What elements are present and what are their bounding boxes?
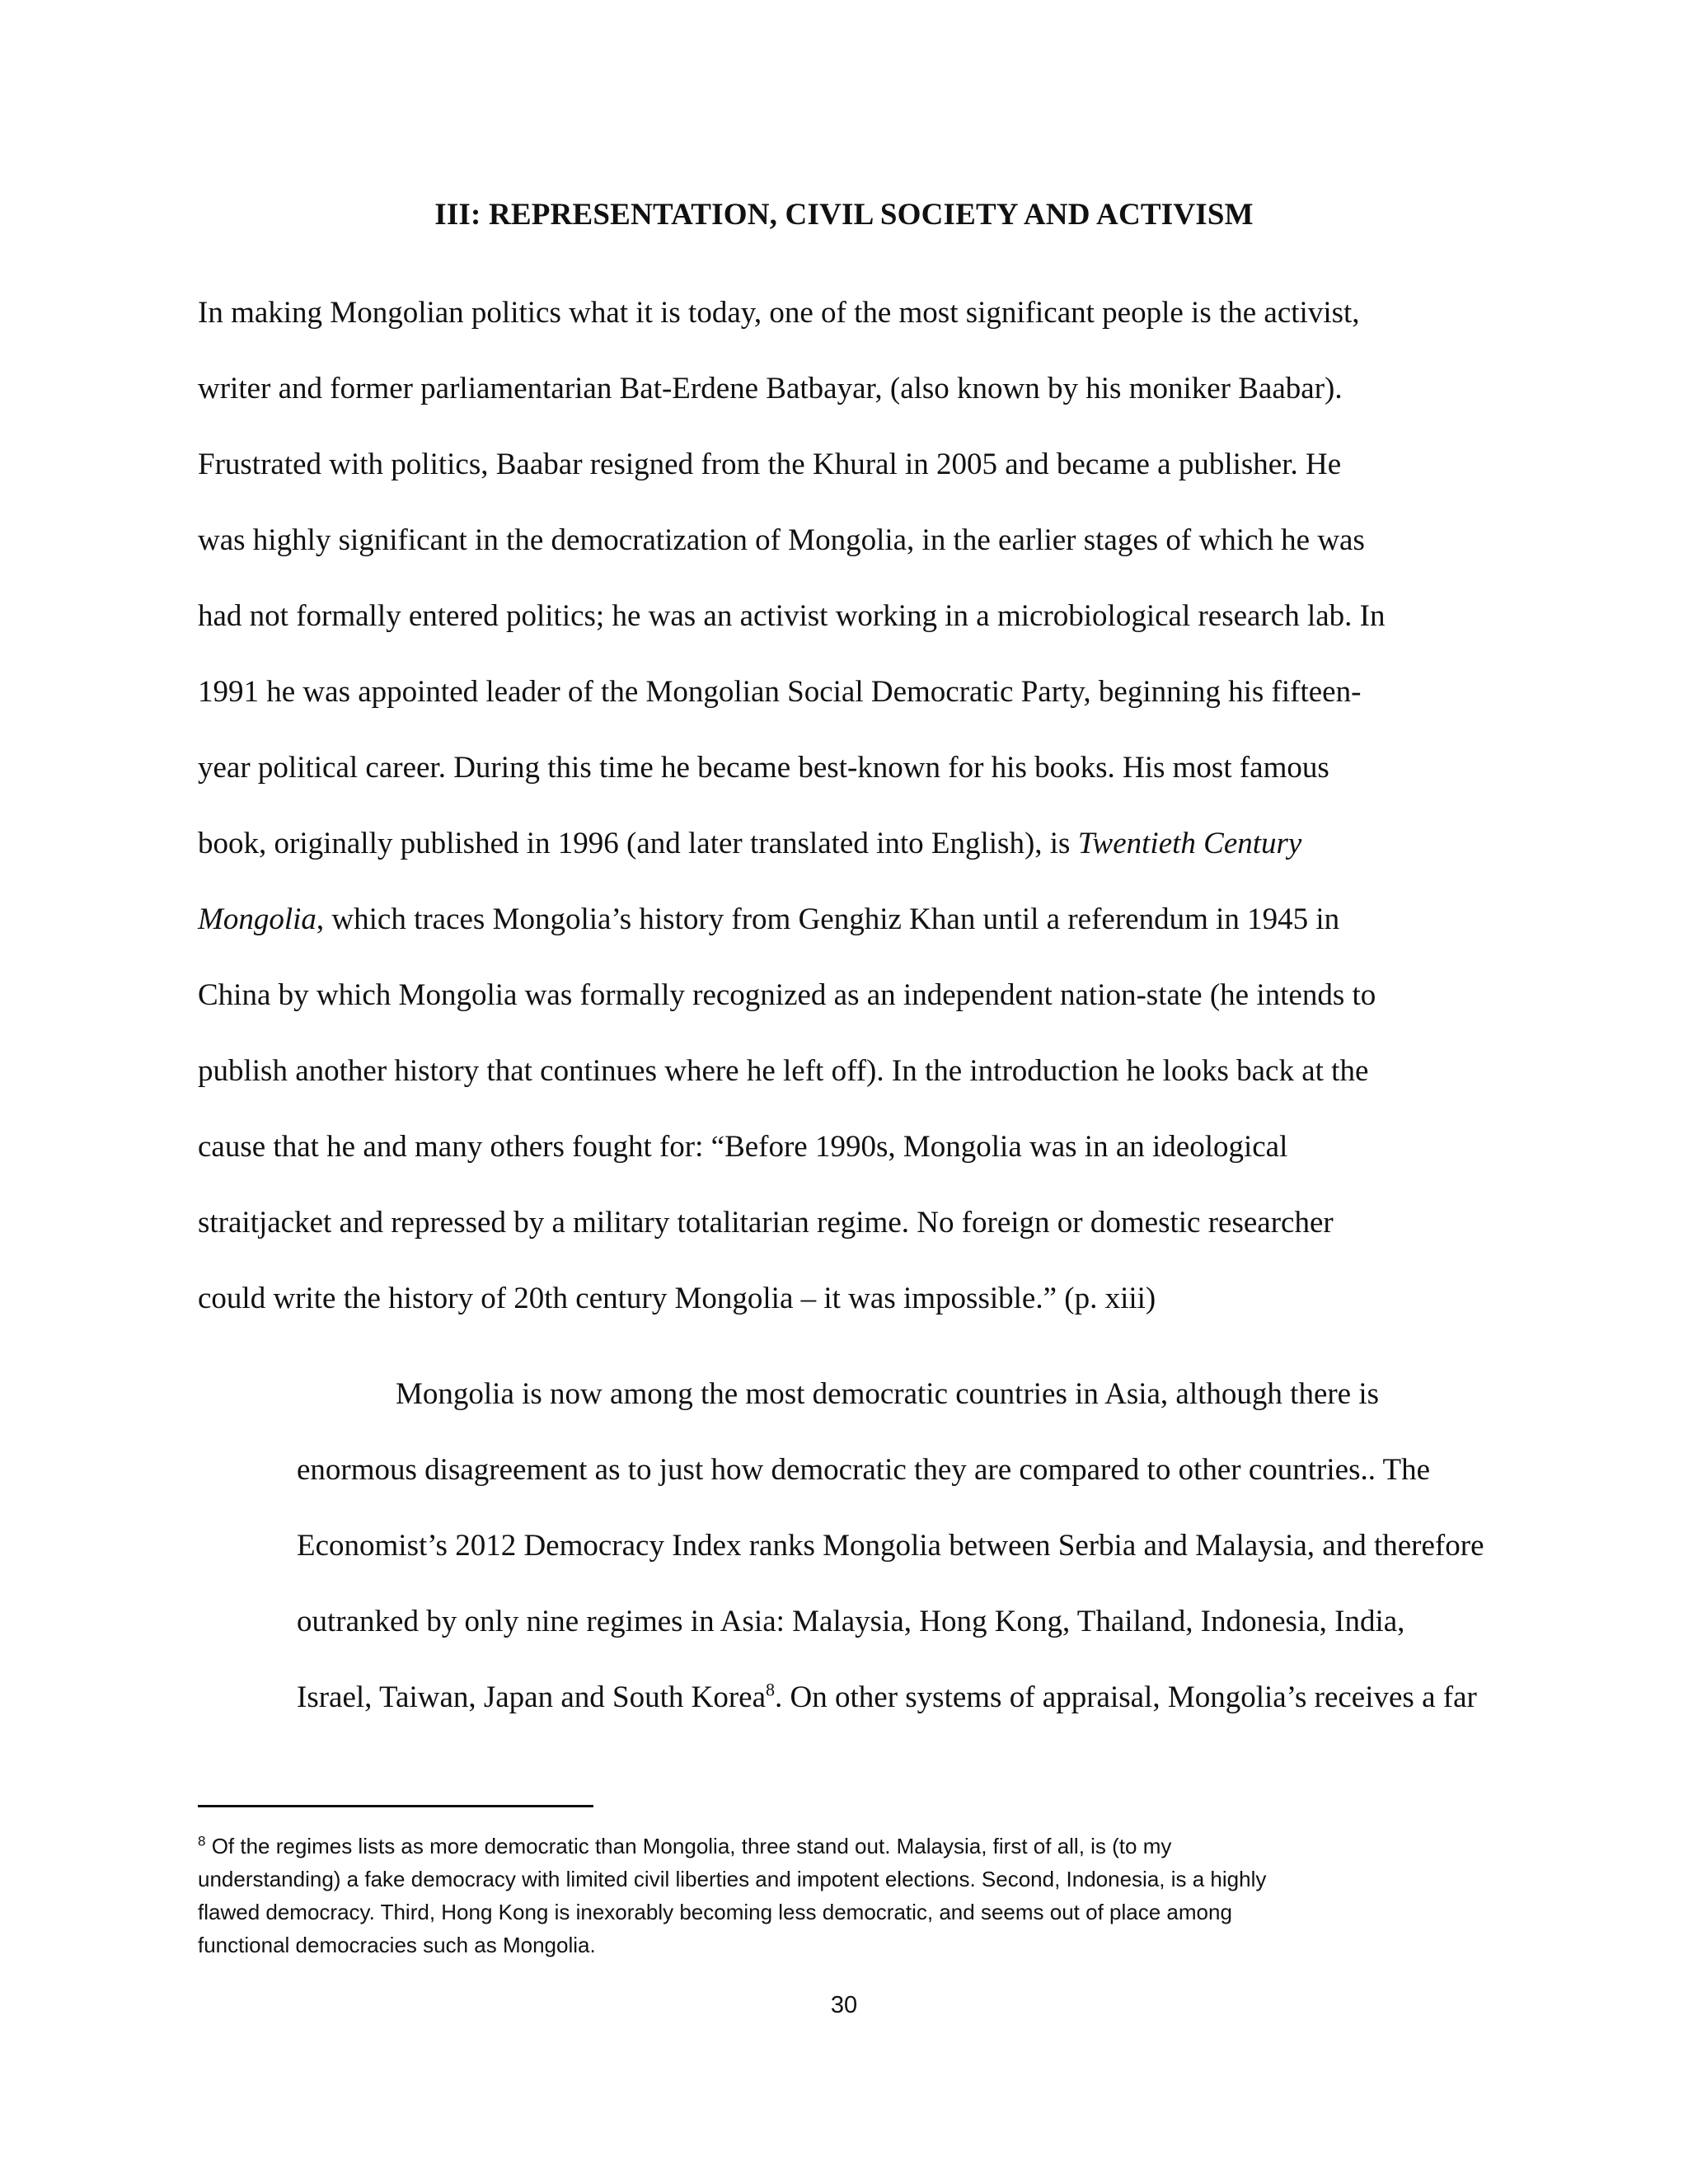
paragraph-line: cause that he and many others fought for: “Before 1990s, Mongolia was in an ideological [198,1130,1288,1164]
line-text: Israel, Taiwan, Japan and South Korea [297,1680,767,1714]
footnote-reference[interactable]: 8 [766,1679,776,1700]
paragraph-2 [198,1357,1500,1736]
paragraph-line: China by which Mongolia was formally recognized as an independent nation-state (he intends to [198,978,1376,1012]
paragraph-line: Mongolia is now among the most democratic countries in Asia, although there is [396,1377,1380,1411]
paragraph-line: had not formally entered politics; he was an activist working in a microbiological research lab. In [198,599,1386,633]
paragraph-line: enormous disagreement as to just how democratic they are compared to other countries.. The [297,1453,1431,1487]
footnote-separator [198,1805,593,1807]
line-text: book, originally published in 1996 (and later translated into English), is [198,827,1078,860]
paragraph-line: In making Mongolian politics what it is today, one of the most significant people is the activist, [198,296,1360,330]
footnote-line [198,1830,1500,1863]
paragraph-line [198,882,1500,958]
paragraph-line: writer and former parliamentarian Bat-Erdene Batbayar, (also known by his moniker Baabar). [198,372,1343,405]
footnote-line: understanding) a fake democracy with limited civil liberties and impotent elections. Second, Indonesia, is a highly [198,1867,1267,1891]
footnote-line: flawed democracy. Third, Hong Kong is inexorably becoming less democratic, and seems out of place among [198,1900,1232,1924]
paragraph-line: publish another history that continues where he left off). In the introduction he looks back at the [198,1054,1369,1088]
paragraph-line: was highly significant in the democratization of Mongolia, in the earlier stages of which he was [198,523,1365,557]
paragraph-line: straitjacket and repressed by a military totalitarian regime. No foreign or domestic researcher [198,1206,1334,1240]
paragraph-line: could write the history of 20th century Mongolia – it was impossible.” (p. xiii) [198,1282,1156,1315]
book-title: Mongolia [198,902,316,936]
section-heading: III: REPRESENTATION, CIVIL SOCIETY AND ACTIVISM [434,198,1254,232]
paragraph-line [198,1660,1500,1736]
footnote-text: Of the regimes lists as more democratic than Mongolia, three stand out. Malaysia, first of all, is (to my [205,1834,1172,1858]
paragraph-1 [198,275,1500,1337]
book-title: Twentieth Century [1077,827,1302,860]
footnote-line: functional democracies such as Mongolia. [198,1933,596,1957]
paragraph-line [198,806,1500,882]
page-number: 30 [830,1992,858,2018]
line-text: . On other systems of appraisal, Mongolia’s receives a far [775,1680,1477,1714]
paragraph-line: 1991 he was appointed leader of the Mongolian Social Democratic Party, beginning his fifteen- [198,675,1362,709]
footnote-marker: 8 [198,1833,206,1849]
footnote [198,1830,1500,1961]
paragraph-line: year political career. During this time he became best-known for his books. His most famous [198,751,1329,785]
paragraph-line: Economist’s 2012 Democracy Index ranks Mongolia between Serbia and Malaysia, and therefore [297,1529,1484,1563]
line-text: , which traces Mongolia’s history from Genghiz Khan until a referendum in 1945 in [316,902,1340,936]
paragraph-line: Frustrated with politics, Baabar resigned from the Khural in 2005 and became a publisher. He [198,448,1342,481]
paragraph-line: outranked by only nine regimes in Asia: Malaysia, Hong Kong, Thailand, Indonesia, India, [297,1605,1405,1638]
